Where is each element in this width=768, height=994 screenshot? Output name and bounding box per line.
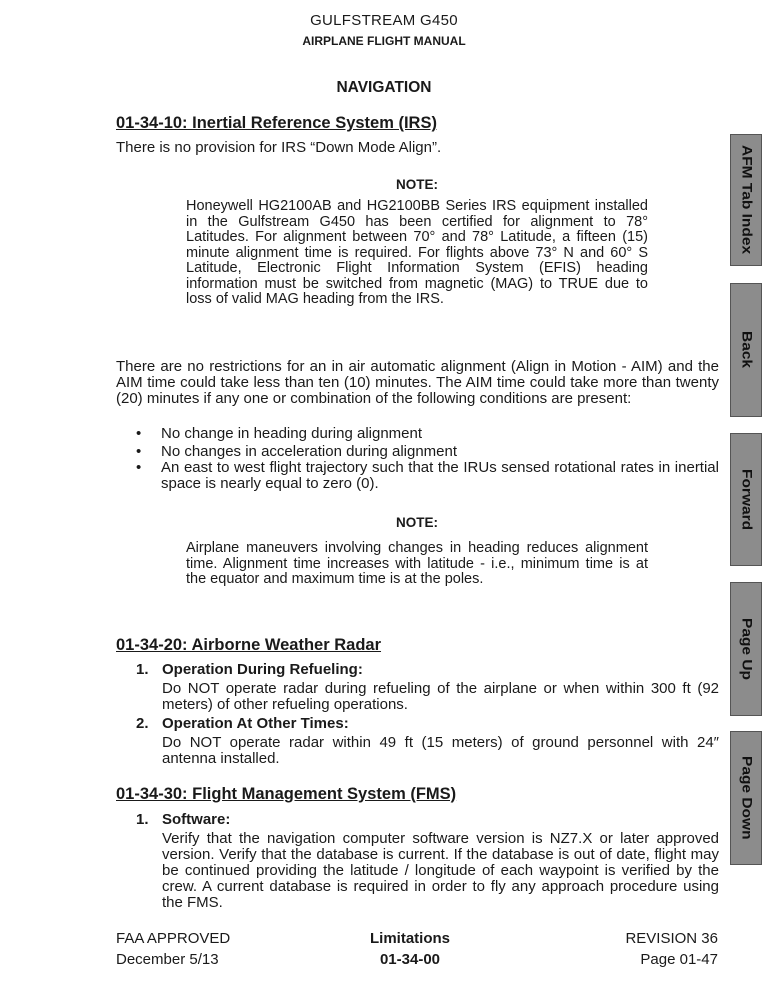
tab-label: Page Up: [738, 617, 755, 680]
section-title: NAVIGATION: [336, 79, 432, 96]
footer-approval: FAA APPROVED: [116, 930, 231, 947]
footer-date: December 5/13: [116, 951, 219, 968]
list-item: [136, 662, 719, 713]
footer-left: [116, 928, 230, 970]
tab-page-down[interactable]: [730, 731, 762, 865]
irs-note2-label: NOTE:: [396, 515, 438, 530]
radar-list: [136, 662, 719, 767]
irs-intro: There is no provision for IRS “Down Mode Align”.: [116, 139, 442, 156]
item-number: 1.: [136, 811, 149, 828]
list-item: [136, 812, 719, 911]
fms-heading: 01-34-30: Flight Management System (FMS): [116, 785, 457, 803]
irs-note2-text: Airplane maneuvers involving changes in heading reduces alignment time. Alignment time increases with latitude - i.e., minimum time is at the equator and maximum time is at the poles.: [186, 540, 648, 587]
list-item: • No change in heading during alignment: [136, 425, 423, 442]
list-item: [136, 716, 719, 767]
irs-heading: 01-34-10: Inertial Reference System (IRS): [116, 114, 437, 132]
tab-label: Forward: [738, 468, 755, 531]
footer-right: [540, 928, 718, 970]
tab-label: AFM Tab Index: [738, 145, 755, 255]
item-body: Do NOT operate radar within 49 ft (15 meters) of ground personnel with 24″ antenna installed.: [162, 734, 719, 767]
irs-note-label: NOTE:: [396, 177, 438, 192]
radar-heading: 01-34-20: Airborne Weather Radar: [116, 636, 382, 654]
tab-label: Page Down: [738, 756, 755, 840]
footer-center: [330, 928, 490, 970]
irs-bullet-list: [136, 425, 719, 492]
item-number: 1.: [136, 661, 149, 678]
item-body: Do NOT operate radar during refueling of the airplane or when within 300 ft (92 meters) of other refueling operations.: [162, 680, 719, 713]
bullet-text: No changes in acceleration during alignment: [161, 442, 458, 460]
item-body: Verify that the navigation computer software version is NZ7.X or later approved version. Verify that the database is current. If the database is out of date, flight may be continued providing the latitude / longitude of each waypoint is verified by the crew. A current database is required in order to fly any approach procedure using the FMS.: [162, 830, 719, 911]
footer-revision: REVISION 36: [625, 930, 718, 947]
item-number: 2.: [136, 715, 149, 732]
fms-list: [136, 812, 719, 911]
footer-page-number: Page 01-47: [640, 951, 718, 968]
item-title: Software:: [162, 811, 231, 828]
item-title: Operation At Other Times:: [162, 715, 349, 732]
bullet-text: An east to west flight trajectory such that the IRUs sensed rotational rates in inertial space is nearly equal to zero (0).: [161, 459, 719, 492]
tab-afm-tab-index[interactable]: [730, 134, 762, 266]
tab-forward[interactable]: [730, 433, 762, 566]
irs-body: There are no restrictions for an in air automatic alignment (Align in Motion - AIM) and the AIM time could take less than ten (10) minutes. The AIM time could take more than twenty (20) minutes if any one or combination of the following conditions are present:: [116, 358, 719, 407]
manual-title: GULFSTREAM G450: [310, 12, 458, 29]
item-title: Operation During Refueling:: [162, 661, 363, 678]
list-item: • An east to west flight trajectory such that the IRUs sensed rotational rates in inertial space is nearly equal to zero (0).: [136, 459, 719, 492]
tab-back[interactable]: [730, 283, 762, 417]
tab-label: Back: [738, 331, 755, 369]
manual-subtitle: AIRPLANE FLIGHT MANUAL: [302, 34, 466, 48]
footer-section: Limitations: [369, 930, 450, 947]
list-item: • No changes in acceleration during alignment: [136, 442, 458, 460]
footer-section-number: 01-34-00: [379, 951, 441, 968]
bullet-text: No change in heading during alignment: [161, 425, 423, 442]
irs-note-text: Honeywell HG2100AB and HG2100BB Series IRS equipment installed in the Gulfstream G450 has been certified for alignment to 78° Latitudes. For alignment between 70° and 78° Latitude, a fifteen (15) minute alignment time is required. For flights above 73° N and 60° S Latitude, Electronic Flight Information System (EFIS) heading information must be switched from magnetic (MAG) to TRUE due to loss of valid MAG heading from the IRS.: [186, 198, 648, 307]
tab-page-up[interactable]: [730, 582, 762, 716]
